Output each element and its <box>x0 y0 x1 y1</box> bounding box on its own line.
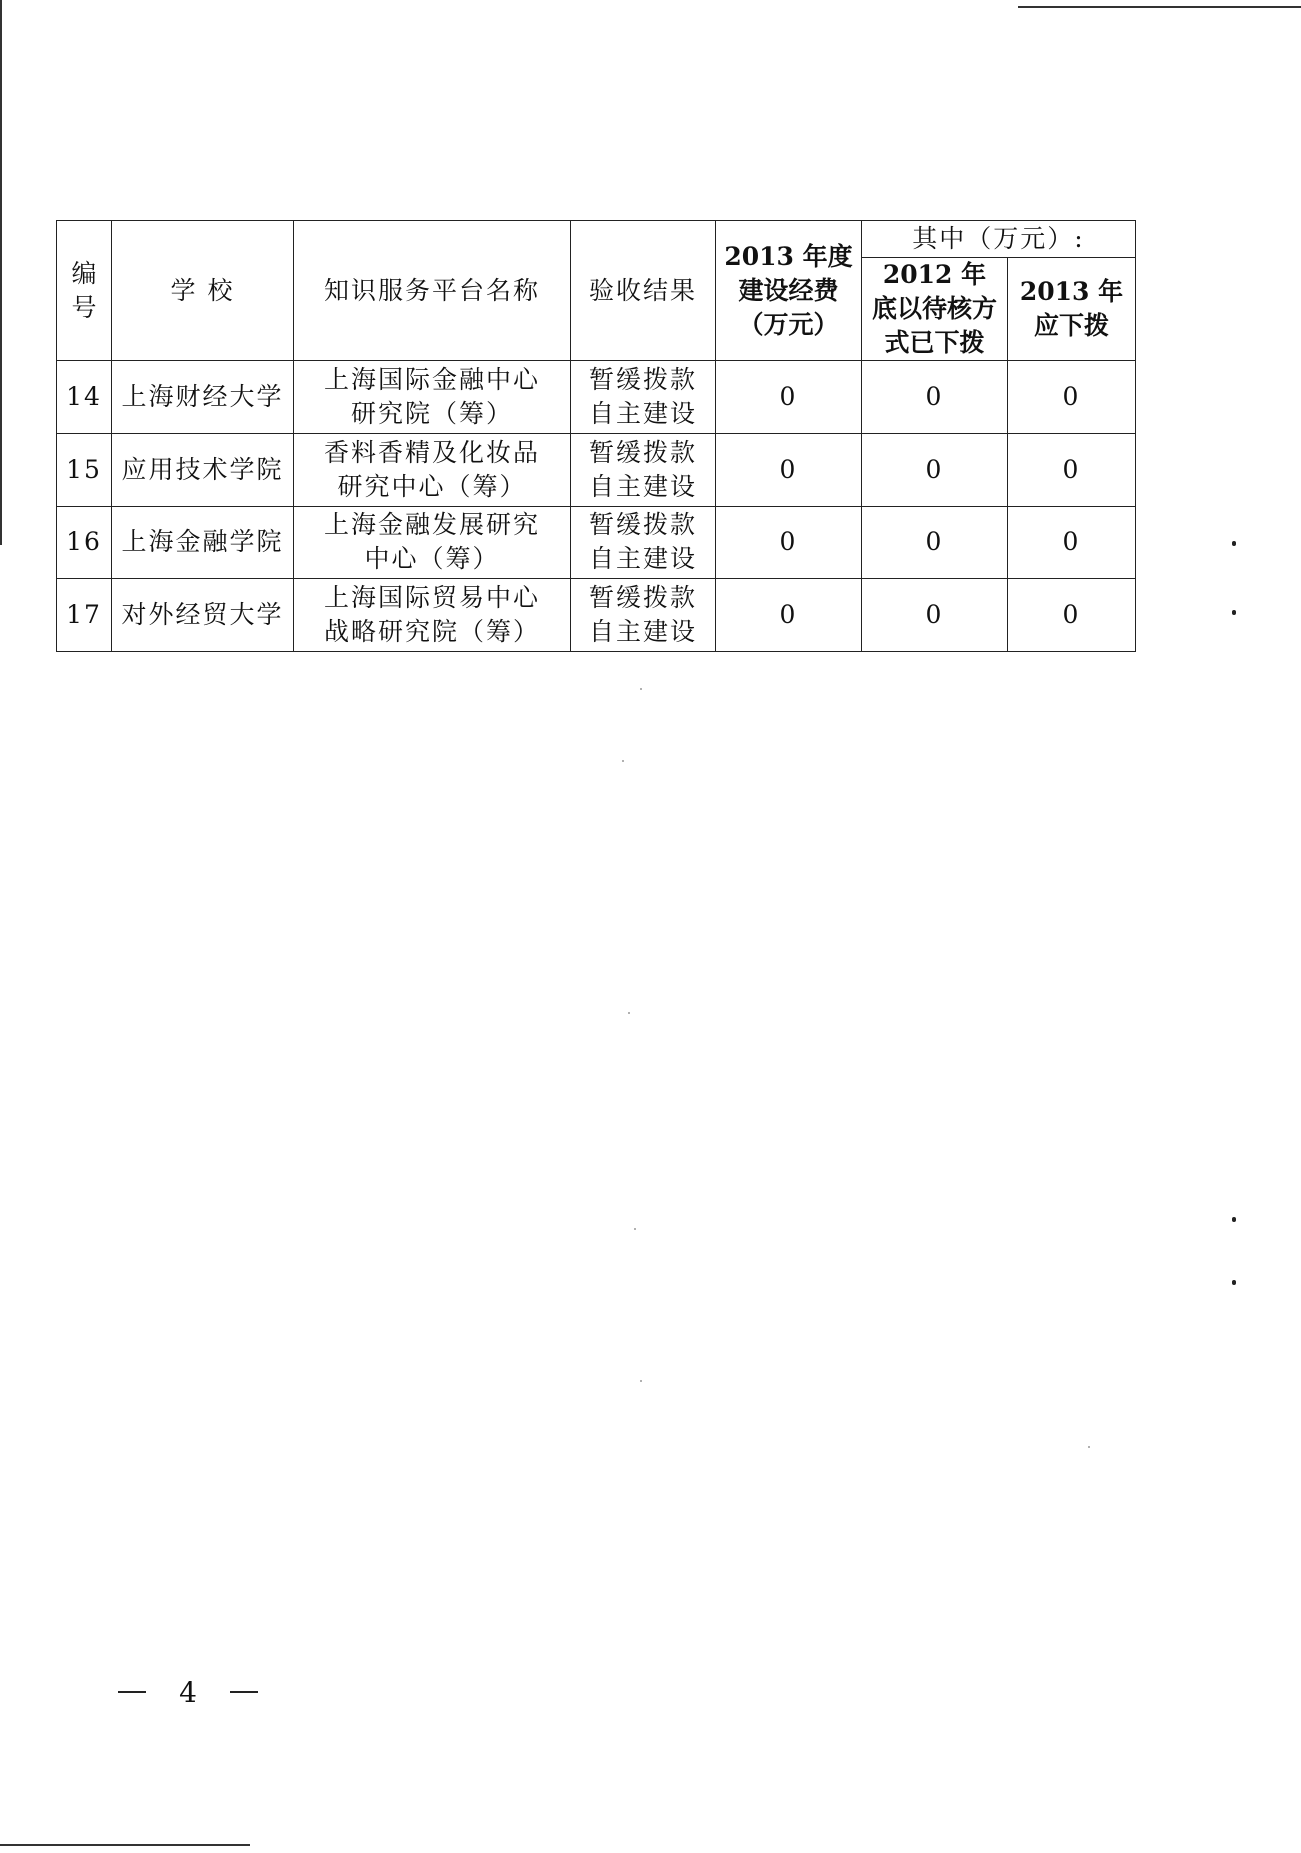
cell-school: 对外经贸大学 <box>112 579 294 652</box>
cell-result-text: 暂缓拨款自主建设 <box>588 364 697 428</box>
cell-platform <box>294 579 571 652</box>
header-funding-text: 2013 年度建设经费（万元） <box>724 241 853 339</box>
cell-id: 14 <box>57 361 112 434</box>
cell-school: 应用技术学院 <box>112 433 294 506</box>
cell-platform <box>294 361 571 434</box>
cell-platform <box>294 433 571 506</box>
header-id-text: 编号 <box>71 258 97 322</box>
grant-table <box>56 220 1136 652</box>
header-2013-due <box>1008 258 1136 361</box>
cell-id: 15 <box>57 433 112 506</box>
header-2013-due-text: 2013 年应下拨 <box>1019 277 1124 340</box>
table-row <box>57 433 1136 506</box>
cell-allocated-2012: 0 <box>862 506 1008 579</box>
scan-edge-left <box>0 0 2 545</box>
cell-funding: 0 <box>716 506 862 579</box>
cell-allocated-2012: 0 <box>862 361 1008 434</box>
cell-result-text: 暂缓拨款自主建设 <box>588 437 697 501</box>
header-funding <box>716 221 862 361</box>
cell-result <box>571 506 716 579</box>
cell-platform-text: 香料香精及化妆品研究中心（筹） <box>323 437 540 501</box>
scan-dot <box>1088 1446 1090 1448</box>
scan-dot <box>634 1228 636 1230</box>
page-number-footer <box>118 1672 258 1712</box>
cell-platform-text: 上海国际金融中心研究院（筹） <box>323 364 540 428</box>
table-row <box>57 579 1136 652</box>
table-row <box>57 506 1136 579</box>
cell-id: 16 <box>57 506 112 579</box>
page-number: 4 <box>179 1675 197 1709</box>
header-2012-allocated <box>862 258 1008 361</box>
cell-allocated-2012: 0 <box>862 433 1008 506</box>
cell-due-2013: 0 <box>1008 433 1136 506</box>
cell-funding: 0 <box>716 579 862 652</box>
cell-platform <box>294 506 571 579</box>
cell-allocated-2012: 0 <box>862 579 1008 652</box>
scan-dot <box>622 760 624 762</box>
cell-platform-text: 上海国际贸易中心战略研究院（筹） <box>323 583 540 647</box>
page-number-dash-right <box>230 1691 258 1693</box>
header-result: 验收结果 <box>571 221 716 361</box>
scan-dot <box>628 1012 630 1014</box>
cell-result <box>571 433 716 506</box>
cell-school: 上海金融学院 <box>112 506 294 579</box>
cell-funding: 0 <box>716 433 862 506</box>
cell-due-2013: 0 <box>1008 506 1136 579</box>
header-2012-allocated-text: 2012 年底以待核方式已下拨 <box>872 260 998 357</box>
cell-result <box>571 361 716 434</box>
cell-funding: 0 <box>716 361 862 434</box>
cell-result <box>571 579 716 652</box>
header-id <box>57 221 112 361</box>
scan-edge-bottom <box>0 1844 250 1846</box>
scan-edge-top <box>1018 6 1301 8</box>
cell-due-2013: 0 <box>1008 361 1136 434</box>
cell-result-text: 暂缓拨款自主建设 <box>588 510 697 574</box>
cell-due-2013: 0 <box>1008 579 1136 652</box>
scan-speck <box>1232 1280 1236 1285</box>
cell-id: 17 <box>57 579 112 652</box>
scan-dot <box>640 688 642 690</box>
scan-speck <box>1232 610 1236 615</box>
header-platform: 知识服务平台名称 <box>294 221 571 361</box>
cell-platform-text: 上海金融发展研究中心（筹） <box>323 510 540 574</box>
cell-school: 上海财经大学 <box>112 361 294 434</box>
scan-speck <box>1232 1217 1236 1222</box>
scan-dot <box>640 1380 642 1382</box>
header-school: 学 校 <box>112 221 294 361</box>
header-group: 其中（万元）: <box>862 221 1136 258</box>
table-row <box>57 361 1136 434</box>
cell-result-text: 暂缓拨款自主建设 <box>588 583 697 647</box>
scan-speck <box>1232 541 1236 546</box>
page-number-dash-left <box>118 1691 146 1693</box>
